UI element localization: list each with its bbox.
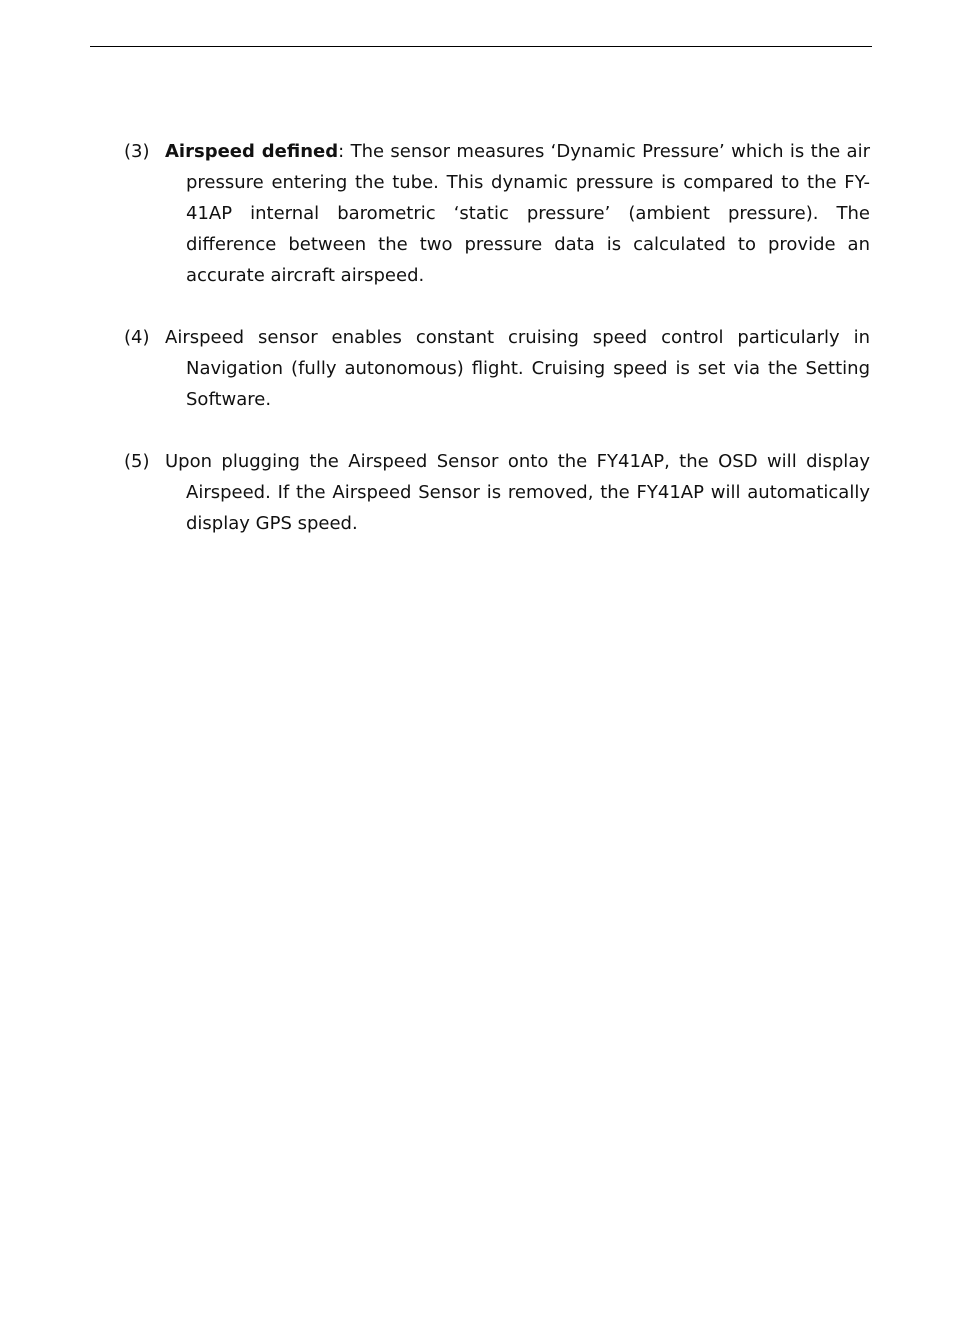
item-number: (4) xyxy=(124,327,150,348)
list-item-cruising-speed xyxy=(124,322,870,415)
item-body: : The sensor measures ‘Dynamic Pressure’ which is the air pressure entering the tube. This dynamic pressure is compared to the FY-41AP internal barometric ‘static pressure’ (ambient pressure). The difference between the two pressure data is calculated to provide an accurate aircraft airspeed. xyxy=(186,141,870,286)
item-term: Airspeed defined xyxy=(165,141,339,162)
list-item-airspeed-defined xyxy=(124,136,870,291)
document-body xyxy=(124,136,870,570)
item-text: Upon plugging the Airspeed Sensor onto the FY41AP, the OSD will display Airspeed. If the Airspeed Sensor is removed, the FY41AP will automatically display GPS speed. xyxy=(165,451,870,534)
item-number: (5) xyxy=(124,451,150,472)
item-text: Airspeed sensor enables constant cruising speed control particularly in Navigation (fully autonomous) flight. Cruising speed is set via the Setting Software. xyxy=(165,327,870,410)
item-text xyxy=(165,136,870,291)
list-item-osd-display xyxy=(124,446,870,539)
header-rule xyxy=(90,46,872,47)
item-number: (3) xyxy=(124,141,150,162)
